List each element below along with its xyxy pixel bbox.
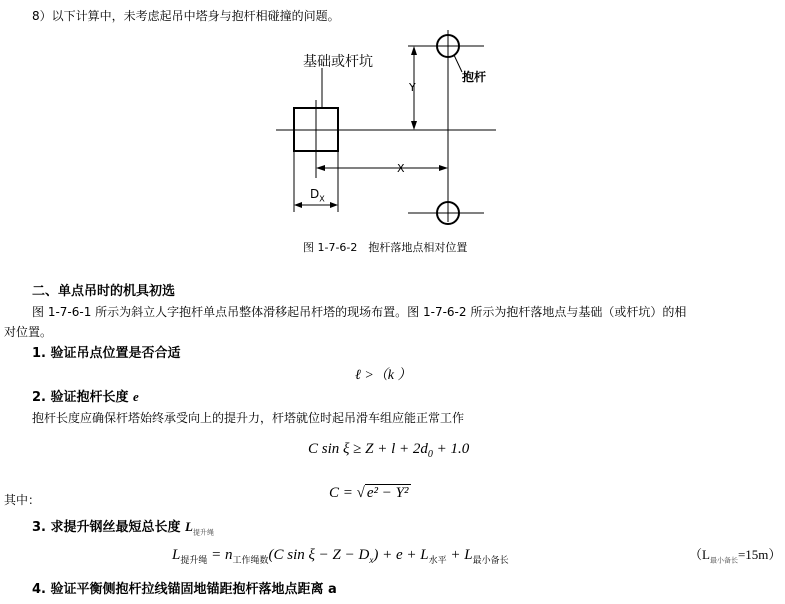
item3-formula: $L_{提升绳} = n_{工作绳数}(C$ $\sin \xi - Z - D_x) + e + L_{水平} + L_{最小备长}$ (172, 547, 509, 565)
intro-note: 8）以下计算中，未考虑起吊中塔身与抱杆相碰撞的问题。 (32, 9, 340, 23)
item2-formula2: C = √ e² − Y² (329, 485, 409, 501)
position-diagram (0, 0, 785, 260)
where-label: 其中： (4, 493, 41, 507)
section-paragraph-line2: 对位置。 (4, 325, 53, 339)
section-heading: 二、单点吊时的机具初选 (32, 284, 176, 299)
item3-note: $(L_{最小备长}=15m)$ (689, 547, 782, 565)
foundation-label: 基础或杆坑 (303, 54, 373, 70)
x-arrow-left (316, 165, 325, 171)
pole-leader (454, 55, 462, 72)
item3-heading: 3. 求提升钢丝最短总长度 $L_{提升绳}$ (32, 519, 214, 537)
y-label: Y (409, 81, 416, 94)
item1-formula: ℓ >（k ） (355, 368, 412, 383)
y-arrow-top (411, 46, 417, 55)
dx-label: $D_X$ (310, 187, 325, 204)
item4-heading: 4. 验证平衡侧抱杆拉线锚固地锚距抱杆落地点距离 a (32, 582, 337, 597)
dx-arrow-right (330, 202, 338, 208)
x-arrow-right (439, 165, 448, 171)
x-label: X (397, 162, 405, 175)
pole-label: 抱杆 (462, 70, 487, 84)
dx-arrow-left (294, 202, 302, 208)
section-paragraph-line1: 图 1-7-6-1 所示为斜立人字抱杆单点吊整体滑移起吊杆塔的现场布置。图 1-7-6-2 所示为抱杆落地点与基础（或杆坑）的相 (32, 305, 687, 319)
item2-formula: C $\sin \xi \ge Z + l + 2d_0 + 1.0$ (308, 441, 470, 460)
item2-description: 抱杆长度应确保杆塔始终承受向上的提升力，杆塔就位时起吊滑车组应能正常工作 (32, 411, 465, 425)
y-arrow-bottom (411, 121, 417, 130)
item1-heading: 1. 验证吊点位置是否合适 (32, 346, 181, 361)
item2-heading: 2. 验证抱杆长度 e (32, 389, 139, 405)
figure-caption: 图 1-7-6-2 抱杆落地点相对位置 (303, 241, 468, 254)
